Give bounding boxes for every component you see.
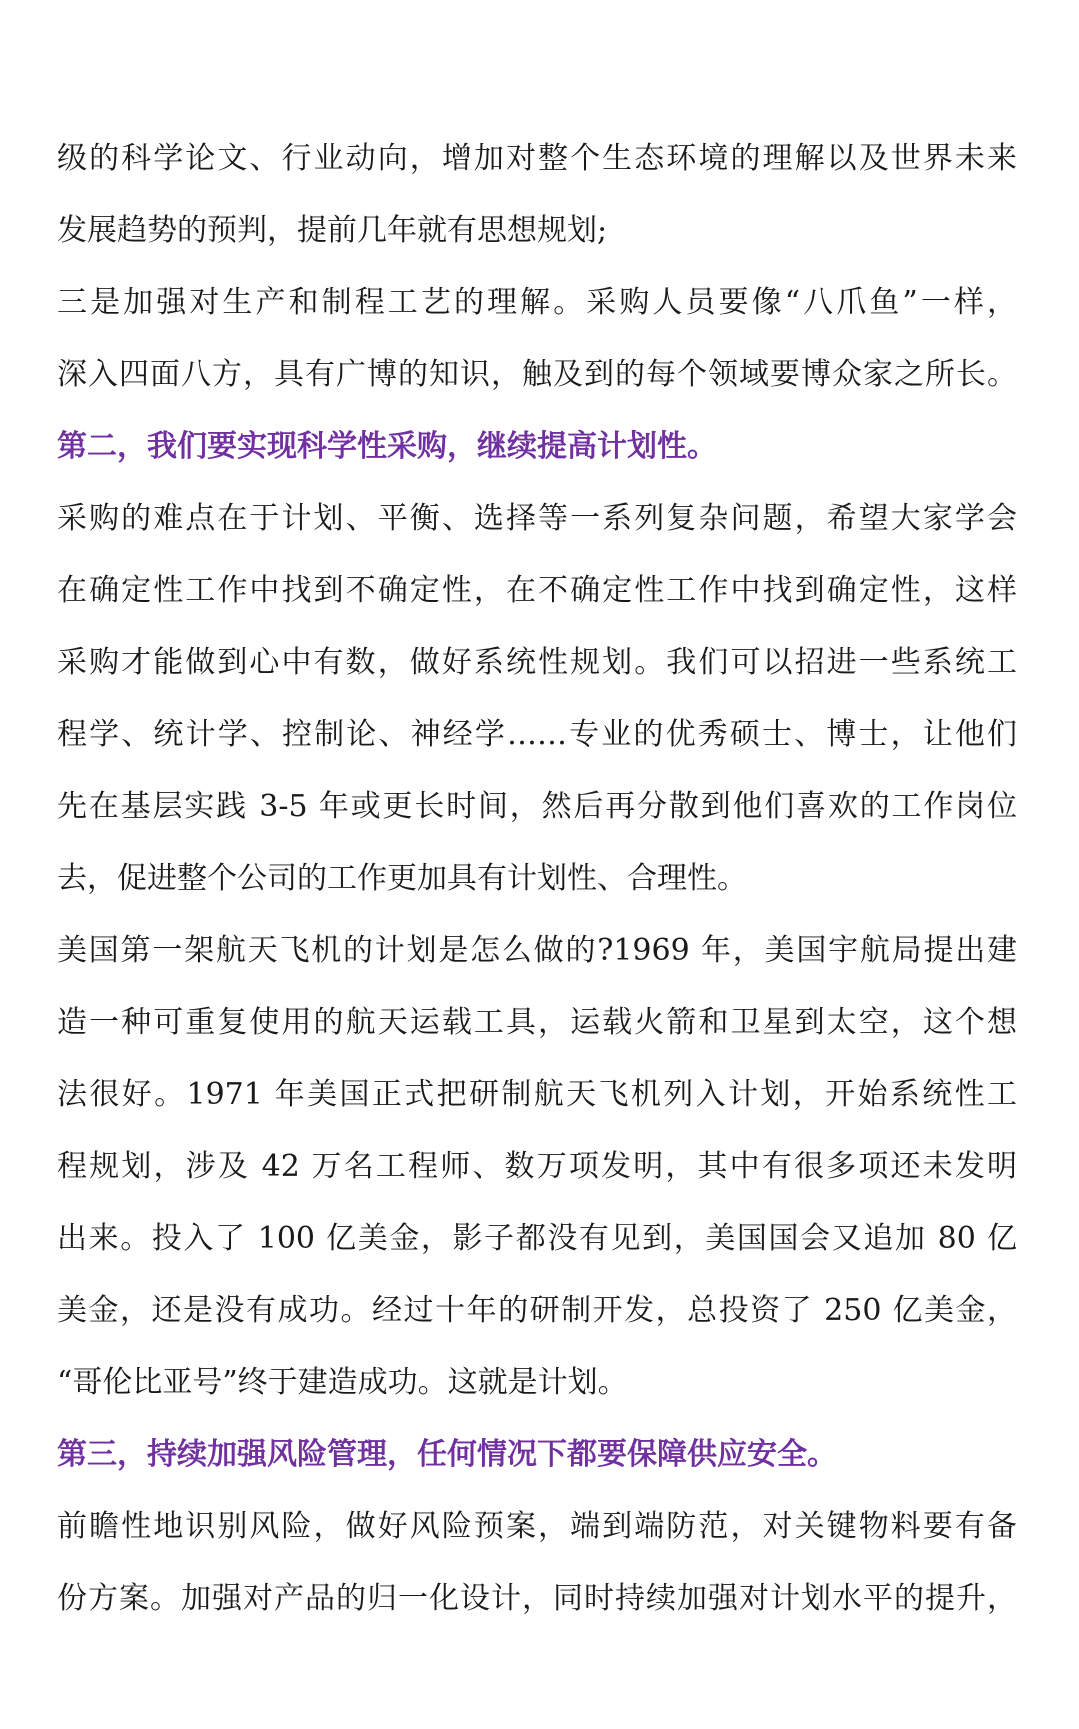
paragraph-line: “哥伦比亚号”终于建造成功。这就是计划。 [57,1365,628,1400]
paragraph-line: 采购才能做到心中有数，做好系统性规划。我们可以招进一些系统工 [57,645,1017,680]
paragraph-line: 程学、统计学、控制论、神经学……专业的优秀硕士、博士，让他们 [57,717,1017,752]
section-heading-second: 第二，我们要实现科学性采购，继续提高计划性。 [57,429,717,464]
paragraph-line: 在确定性工作中找到不确定性，在不确定性工作中找到确定性，这样 [57,573,1017,608]
paragraph-line: 造一种可重复使用的航天运载工具，运载火箭和卫星到太空，这个想 [57,1005,1017,1040]
paragraph-line: 程规划，涉及 42 万名工程师、数万项发明，其中有很多项还未发明 [57,1149,1017,1184]
paragraph-line: 法很好。1971 年美国正式把研制航天飞机列入计划，开始系统性工 [57,1077,1017,1112]
section-heading-third: 第三，持续加强风险管理，任何情况下都要保障供应安全。 [57,1437,837,1472]
paragraph-line: 出来。投入了 100 亿美金，影子都没有见到，美国国会又追加 80 亿 [57,1221,1017,1256]
paragraph-line: 深入四面八方，具有广博的知识，触及到的每个领域要博众家之所长。 [57,357,1017,392]
paragraph-line: 采购的难点在于计划、平衡、选择等一系列复杂问题，希望大家学会 [57,501,1017,536]
paragraph-line: 三是加强对生产和制程工艺的理解。采购人员要像“八爪鱼”一样， [57,285,1017,320]
paragraph-line: 美国第一架航天飞机的计划是怎么做的?1969 年，美国宇航局提出建 [57,933,1017,968]
paragraph-line: 发展趋势的预判，提前几年就有思想规划; [57,213,608,248]
paragraph-line: 份方案。加强对产品的归一化设计，同时持续加强对计划水平的提升， [57,1581,1017,1616]
paragraph-line: 前瞻性地识别风险，做好风险预案，端到端防范，对关键物料要有备 [57,1509,1017,1544]
paragraph-line: 去，促进整个公司的工作更加具有计划性、合理性。 [57,861,747,896]
paragraph-line: 先在基层实践 3-5 年或更长时间，然后再分散到他们喜欢的工作岗位 [57,789,1017,824]
paragraph-line: 级的科学论文、行业动向，增加对整个生态环境的理解以及世界未来 [57,141,1017,176]
paragraph-line: 美金，还是没有成功。经过十年的研制开发，总投资了 250 亿美金， [57,1293,1017,1328]
